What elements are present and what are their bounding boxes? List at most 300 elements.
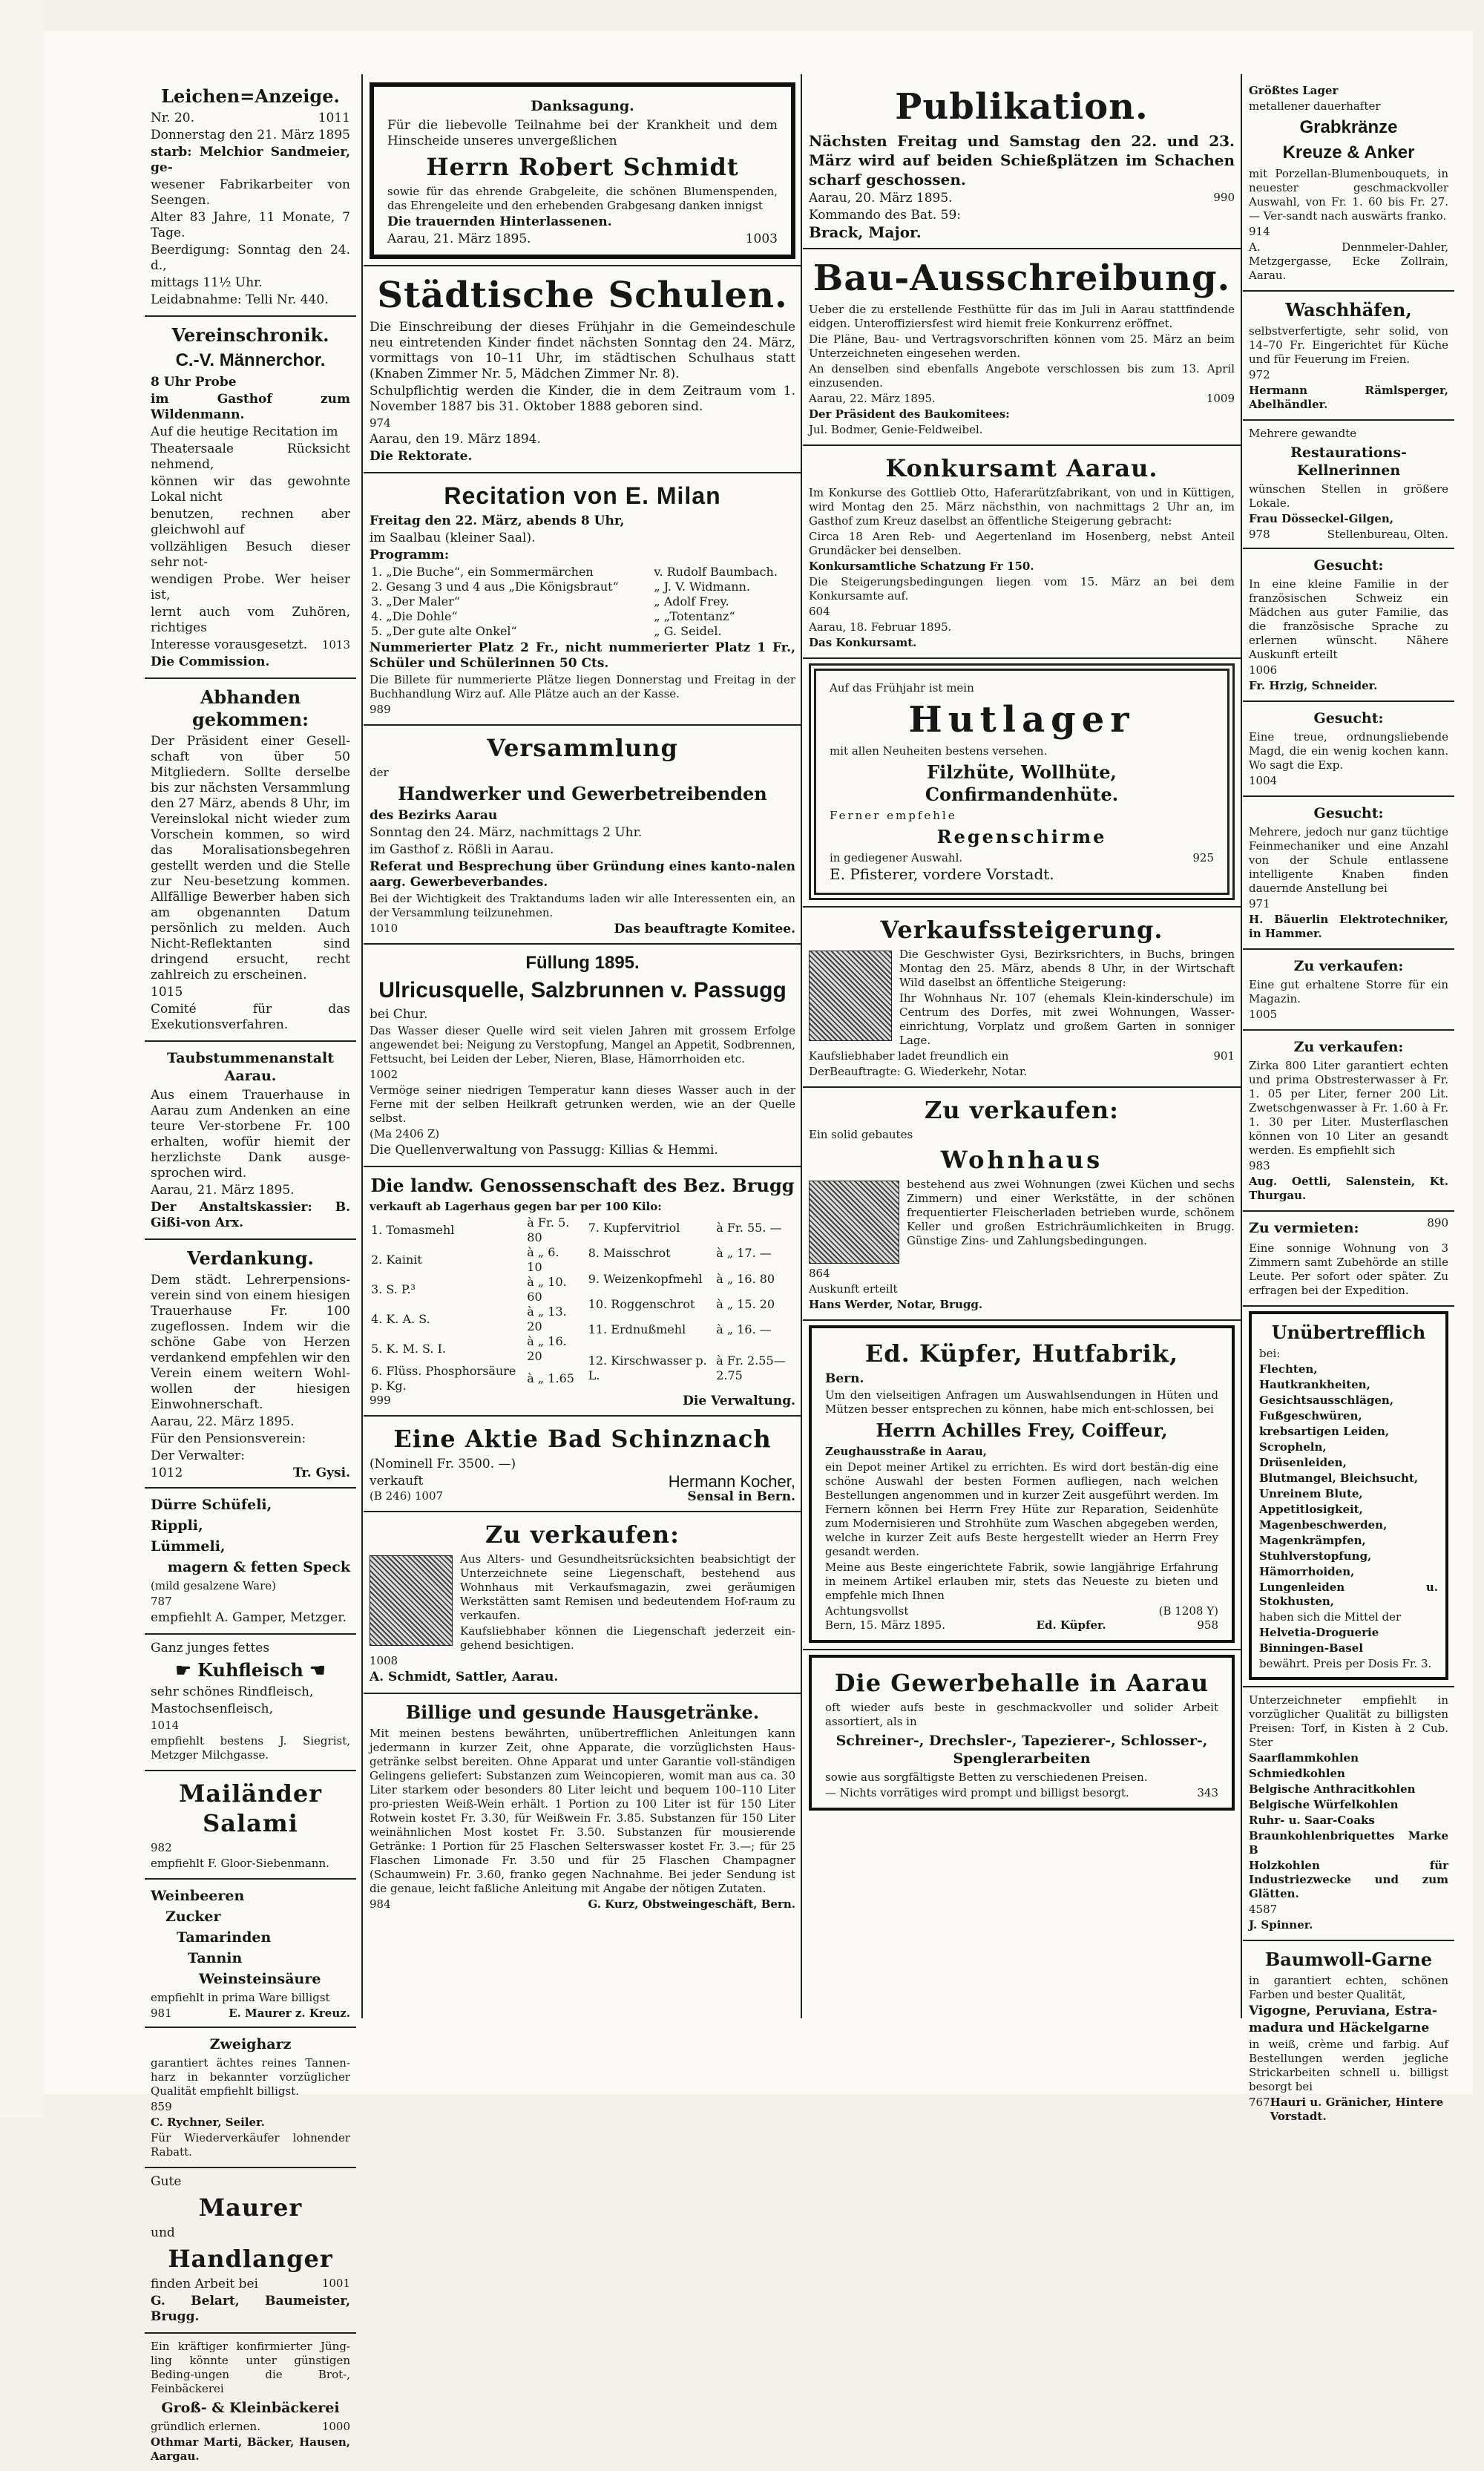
ad-kohlen: [1243, 1687, 1454, 1941]
ad-code: 925: [1192, 851, 1214, 864]
ad-text: Das Wasser dieser Quelle wird seit vielen Jahren mit grossem Erfolge angewendet bei: Neigung zu Verstopfung, Mangel an Appetit, Sodbrennen, Fettsucht, bei Leiden der Leber, Nieren, Blase, Hämorrhoiden etc.: [370, 1024, 795, 1066]
ad-subtitle: bei Chur.: [370, 1007, 428, 1022]
ad-address: Zeughausstraße in Aarau,: [825, 1445, 987, 1458]
ad-title: Recitation von E. Milan: [444, 482, 721, 509]
ad-line: wesener Fabrikarbeiter von Seengen.: [151, 177, 350, 208]
ad-subtitle: C.-V. Männerchor.: [175, 350, 326, 370]
ad-code: 1006: [1249, 663, 1278, 677]
ad-line: Zucker: [165, 1909, 221, 1925]
ad-line: Auf das Frühjahr ist mein: [830, 681, 974, 695]
ad-signature: A. Dennmeler-Dahler, Metzgergasse, Ecke Zollrain, Aarau.: [1249, 240, 1448, 282]
table-row: [370, 1364, 578, 1394]
ad-text: In eine kleine Familie in der französischen Schweiz ein Mädchen aus guter Familie, das die französische Sprache zu erlernen wünscht. Nähere Auskunft erteilt: [1249, 577, 1448, 661]
table-row: [370, 1245, 578, 1275]
ad-code: 990: [1213, 191, 1235, 204]
ad-line: lernt auch vom Zuhören, richtiges: [151, 605, 350, 635]
ad-unuebertrefflich: [1243, 1307, 1454, 1687]
ad-code: 1015: [151, 985, 183, 1000]
ad-signature: DerBeauftragte: G. Wiederkehr, Notar.: [809, 1065, 1028, 1078]
ad-nr: Nr. 20.: [151, 111, 194, 125]
ad-title: Hutlager: [908, 699, 1135, 741]
list-item: madura und Häckelgarne: [1249, 2021, 1430, 2035]
hand-pointing-left-icon: ☚: [309, 1659, 326, 1681]
table-cell: 2. Kainit: [371, 1253, 422, 1267]
table-cell: „ „Totentanz“: [654, 609, 735, 623]
ad-text: Kaufsliebhaber können die Liegenschaft jederzeit ein-gehend besichtigen.: [460, 1624, 795, 1652]
list-item: Lungenleiden u. Stokhusten,: [1259, 1581, 1438, 1608]
ad-title: Die Gewerbehalle in Aarau: [834, 1669, 1209, 1697]
ad-leichen: [145, 78, 356, 317]
table-cell: 1. Tomasmehl: [371, 1223, 455, 1237]
ad-line: Rippli,: [151, 1517, 203, 1534]
table-cell: 5. „Der gute alte Onkel“: [371, 624, 517, 638]
ad-text: Die Billete für nummerierte Plätze liegen Donnerstag und Freitag in der Buchhandlung Wirz auf. Alle Plätze auch an der Kasse.: [370, 673, 795, 700]
house-illustration: [370, 1555, 453, 1646]
ad-waschhaefen: [1243, 292, 1454, 421]
ad-text: Mehrere, jedoch nur ganz tüchtige Feinmechaniker und eine Anzahl von der Schule entlassene intelligente Knaben finden dauernde Anstellung bei: [1249, 825, 1448, 895]
ad-line: Tannin: [188, 1950, 243, 1966]
ad-title: Billige und gesunde Hausgetränke.: [405, 1702, 760, 1723]
ad-ref: (B 246) 1007: [370, 1489, 444, 1503]
table-cell: à „ 16. 80: [716, 1271, 775, 1286]
ad-code: 1001: [321, 2277, 350, 2290]
ad-signature: Die Verwaltung.: [683, 1394, 795, 1408]
ad-signature: empfiehlt bestens J. Siegrist, Metzger Milchgasse.: [151, 1734, 350, 1762]
ad-title: Vereinschronik.: [171, 324, 329, 346]
ad-line: in gediegener Auswahl.: [830, 851, 963, 864]
ad-kellnerinnen: [1243, 421, 1454, 549]
ad-title: Ed. Küpfer, Hutfabrik,: [864, 1339, 1179, 1368]
ad-code: 989: [370, 703, 391, 716]
column-rule: [361, 74, 363, 2018]
table-cell: 5. K. M. S. I.: [371, 1342, 446, 1356]
list-item: Fußgeschwüren,: [1259, 1409, 1362, 1422]
ad-border: [370, 82, 795, 259]
ad-text: Kaufsliebhaber ladet freundlich ein: [809, 1049, 1009, 1063]
ad-text: in weiß, crème und farbig. Auf Bestellungen werden jegliche Strickarbeiten schnell u. billigst besorgt bei: [1249, 2038, 1448, 2093]
ad-signature: Jul. Bodmer, Genie-Feldweibel.: [809, 423, 983, 436]
table-cell: 6. Flüss. Phosphorsäure p. Kg.: [371, 1364, 516, 1393]
ad-text: selbstverfertigte, sehr solid, von 14–70 Fr. Eingerichtet für Küche und für Feuerung im Freien.: [1249, 324, 1448, 366]
ad-text: Bei der Wichtigkeit des Traktandums laden wir alle Interessenten ein, an der Versammlung teilzunehmen.: [370, 892, 795, 919]
ad-date: Aarau, 21. März 1895.: [151, 1183, 295, 1198]
ad-signature: Der Anstaltskassier: B. Gißi-von Arx.: [151, 1200, 350, 1230]
ad-text: haben sich die Mittel der: [1259, 1610, 1402, 1624]
ad-genossenschaft: [364, 1167, 801, 1417]
ad-code: 1000: [321, 2420, 350, 2433]
ad-title: Groß- & Kleinbäckerei: [161, 2400, 340, 2416]
ad-signature: empfiehlt A. Gamper, Metzger.: [151, 1610, 347, 1625]
ad-text: An denselben sind ebenfalls Angebote verschlossen bis zum 13. April einzusenden.: [809, 362, 1235, 390]
ad-signature: Comité für das Exekutionsverfahren.: [151, 1002, 350, 1032]
ad-date: Aarau, 22. März 1895.: [151, 1414, 295, 1429]
table-row: [587, 1292, 795, 1317]
ad-gesucht-2: [1243, 702, 1454, 797]
list-item: Stuhlverstopfung,: [1259, 1549, 1372, 1563]
ad-title: Restaurations-Kellnerinnen: [1290, 444, 1407, 479]
ad-border: [1249, 1311, 1448, 1680]
ad-abhanden: [145, 679, 356, 1042]
table-row: [370, 624, 795, 639]
ad-subtitle: (Nominell Fr. 3500. —): [370, 1457, 516, 1471]
ad-code: 971: [1249, 897, 1270, 910]
ad-code: 1011: [318, 111, 350, 125]
ad-text: Konkursamtliche Schatzung Fr 150.: [809, 559, 1034, 573]
ad-signature: Ed. Küpfer.: [1036, 1618, 1106, 1632]
ad-code: 983: [1249, 1159, 1270, 1172]
list-item: Vigogne, Peruviana, Estra-: [1249, 2004, 1437, 2018]
ad-title: Baumwoll-Garne: [1265, 1949, 1432, 1970]
ad-signature: Brack, Major.: [809, 223, 922, 241]
table-cell: 7. Kupfervitriol: [588, 1221, 680, 1236]
ad-hausgetraenke: [364, 1694, 801, 1917]
ad-taubstummen: [145, 1042, 356, 1240]
table-cell: 4. „Die Dohle“: [371, 609, 458, 623]
ad-line: benutzen, rechnen aber gleichwohl auf: [151, 507, 350, 537]
ad-text: gründlich erlernen.: [151, 2420, 260, 2433]
ad-title: Zu verkaufen:: [485, 1520, 680, 1549]
ad-baumwollgarne: [1243, 1941, 1454, 2130]
ad-line: mittags 11½ Uhr.: [151, 275, 263, 290]
ad-maurer: [145, 2168, 356, 2334]
ad-subtitle: verkauft ab Lagerhaus gegen bar per 100 Kilo:: [370, 1200, 662, 1213]
list-item: Flechten,: [1259, 1362, 1318, 1376]
ad-text: bestehend aus zwei Wohnungen (zwei Küchen und sechs Zimmern) und einer Werkstätte, in der schönen frequentierter Fleischerladen betrieben wurde, schönem Keller und großen Estrichräumlichkeiten in Brugg. Günstige Zins- und Zahlungsbedingungen.: [907, 1178, 1235, 1247]
ad-text: Der Präsident einer Gesell-schaft von über 50 Mitgliedern. Sollte derselbe bis zur nächsten Versammlung den 27 März, abends 8 Uhr, im Vereinslokal nicht wieder zum Vorschein kommen, so wird das Moralisationsbegehren gestellt werden und die Stelle zur Neu-besetzung kommen. Allfällige Bewerber haben sich am obgenannten Datum persönlich zu melden. Auch Nicht-Reflektanten sind dringend ersucht, recht zahlreich zu erscheinen.: [151, 734, 350, 982]
ad-line: Auf die heutige Recitation im: [151, 424, 338, 439]
ad-zu-verkaufen: [364, 1512, 801, 1694]
table-cell: à Fr. 55. —: [716, 1221, 782, 1236]
ad-subtitle: Bern.: [825, 1371, 864, 1386]
ad-verkaufssteigerung: [803, 908, 1241, 1088]
ad-schulen: [364, 266, 801, 473]
ad-line: Leidabnahme: Telli Nr. 440.: [151, 292, 329, 307]
ad-signature: Hans Werder, Notar, Brugg.: [809, 1298, 983, 1311]
ad-title: Leichen=Anzeige.: [161, 85, 340, 107]
ad-price: Nummerierter Platz 2 Fr., nicht nummerierter Platz 1 Fr., Schüler und Schülerinnen 50 Cts.: [370, 640, 795, 671]
ad-signature: empfiehlt F. Gloor-Siebenmann.: [151, 1857, 329, 1870]
ad-line: wendigen Probe. Wer heiser ist,: [151, 572, 350, 603]
ad-code: 864: [809, 1267, 830, 1280]
ad-title: Bau-Ausschreibung.: [812, 257, 1231, 299]
ad-title: Grabkränze: [1299, 117, 1398, 137]
ad-line: [151, 637, 350, 653]
ad-date: Aarau, 20. März 1895.: [809, 191, 953, 206]
ad-line: Dürre Schüfeli,: [151, 1497, 272, 1513]
table-cell: 3. S. P.³: [371, 1282, 416, 1296]
ad-verkaufen-2: [1243, 1031, 1454, 1212]
ad-title: Wohnhaus: [940, 1146, 1103, 1174]
table-cell: à Fr. 2.55—2.75: [716, 1353, 786, 1382]
ad-line: Ein solid gebautes: [809, 1128, 913, 1141]
ad-border: [809, 1655, 1235, 1811]
ad-text: Für die liebevolle Teilnahme bei der Krankheit und dem Hinscheide unseres unvergeßlichen: [387, 118, 778, 148]
table-row: [587, 1342, 795, 1394]
ad-name: Helvetia-Droguerie: [1259, 1626, 1379, 1639]
ad-text: sowie für das ehrende Grabgeleite, die schönen Blumenspenden, das Ehrengeleite und den erhebenden Grabgesang danken innigst: [387, 185, 778, 212]
column-rule: [1241, 74, 1242, 2018]
ad-line: bei:: [1259, 1347, 1281, 1360]
ad-salami: [145, 1771, 356, 1880]
ad-text: Nächsten Freitag und Samstag den 22. und 23. März wird auf beiden Schießplätzen im Schachen scharf geschossen.: [809, 132, 1235, 188]
ad-signature: C. Rychner, Seiler.: [151, 2116, 265, 2129]
ad-code: 1005: [1249, 1008, 1278, 1021]
table-cell: à „ 1.65: [527, 1371, 574, 1385]
table-row: [587, 1317, 795, 1342]
ad-publikation: [803, 78, 1241, 249]
ad-line: und: [151, 2225, 175, 2240]
ad-code: 1013: [321, 638, 350, 652]
ad-signature: Für den Pensionsverein:: [151, 1431, 306, 1446]
ad-subtitle: Programm:: [370, 548, 450, 562]
ad-text: Die Steigerungsbedingungen liegen vom 15. März an bei dem Konkursamte auf.: [809, 575, 1235, 603]
list-item: Magenbeschwerden,: [1259, 1518, 1388, 1532]
ad-line: Mehrere gewandte: [1249, 427, 1357, 440]
table-row: [370, 1215, 578, 1245]
ad-line: Alter 83 Jahre, 11 Monate, 7 Tage.: [151, 210, 350, 240]
ad-text: — Nichts vorrätiges wird prompt und billigst besorgt.: [825, 1786, 1129, 1799]
ad-text: Im Konkurse des Gottlieb Otto, Haferarützfabrikant, von und in Küttigen, wird Montag den 25. März nächsthin, von nachmittags 2 Uhr an, im Gasthof zum Kreuz daselbst an öffentliche Steigerung gebracht:: [809, 486, 1235, 528]
ad-signature: Die Commission.: [151, 654, 270, 669]
ad-signature: Stellenbureau, Olten.: [1327, 528, 1448, 541]
ad-title: Filzhüte, Wollhüte, Confirmandenhüte.: [925, 761, 1119, 805]
table-cell: à „ 15. 20: [716, 1296, 775, 1311]
ad-line: magern & fetten Speck: [167, 1559, 350, 1575]
table-row: [587, 1267, 795, 1292]
ad-code: 1010: [370, 922, 398, 935]
table-cell: v. Rudolf Baumbach.: [654, 565, 778, 579]
ad-date: Aarau, 21. März 1895.: [387, 232, 531, 246]
column-4: [1243, 78, 1454, 2130]
table-cell: à „ 17. —: [716, 1246, 772, 1261]
ad-signature: Die trauernden Hinterlassenen.: [387, 214, 612, 229]
table-cell: 2. Gesang 3 und 4 aus „Die Königsbraut“: [371, 580, 619, 594]
ad-place: im Saalbau (kleiner Saal).: [370, 531, 536, 545]
list-item: Holzkohlen für Industriezwecke und zum Glätten.: [1249, 1859, 1448, 1900]
ad-aktie: [364, 1417, 801, 1512]
ad-grabkraenze: [1243, 78, 1454, 292]
table-cell: à „ 16. 20: [527, 1334, 567, 1363]
ad-date: Aarau, 22. März 1895.: [809, 392, 936, 405]
ad-title: Städtische Schulen.: [377, 275, 788, 316]
ad-code: 1009: [1206, 392, 1235, 405]
list-item: Braunkohlenbriquettes Marke B: [1249, 1829, 1448, 1857]
ad-line: Größtes Lager: [1249, 84, 1339, 97]
ad-signature: Kommando des Bat. 59:: [809, 208, 962, 223]
ad-signature: J. Spinner.: [1249, 1918, 1313, 1932]
table-row: [587, 1215, 795, 1241]
ad-text: Zirka 800 Liter garantiert echten und prima Obstresterwasser à Fr. 1. 05 per Liter, ferner 200 Lit. Zwetschgenwasser à Fr. 1.60 à Fr. 1. 30 per Liter. Musterflaschen können von 10 Liter an gesandt werden. Es empfiehlt sich: [1249, 1059, 1448, 1157]
ad-title: Eine Aktie Bad Schinznach: [393, 1425, 772, 1453]
ad-title: Regenschirme: [936, 826, 1107, 847]
table-cell: à „ 16. —: [716, 1322, 772, 1337]
list-item: Hautkrankheiten,: [1259, 1378, 1370, 1391]
ad-title: Ulricusquelle, Salzbrunnen v. Passugg: [378, 978, 787, 1002]
ad-line: Achtungsvollst: [825, 1604, 909, 1618]
table-cell: 8. Maisschrot: [588, 1246, 671, 1261]
ad-signature: Hermann Rämlsperger, Abelhändler.: [1249, 384, 1448, 411]
ad-title: Zu vermieten:: [1249, 1220, 1359, 1236]
ad-line: metallener dauerhafter: [1249, 99, 1381, 113]
ad-border: [809, 1325, 1235, 1643]
ad-text: Meine aus Beste eingerichtete Fabrik, sowie langjährige Erfahrung in meinem Artikel erlauben mir, stets das Neueste zu bieten und empfehle mich Ihnen: [825, 1561, 1218, 1602]
ad-line: können wir das gewohnte Lokal nicht: [151, 474, 350, 505]
ad-title: Gesucht:: [1313, 805, 1384, 821]
table-cell: 11. Erdnußmehl: [588, 1322, 686, 1337]
table-row: [370, 1334, 578, 1364]
hand-pointing-right-icon: ☛: [175, 1659, 191, 1681]
ad-text: Die Einschreibung der dieses Frühjahr in die Gemeindeschule neu eintretenden Kinder findet nächsten Sonntag den 24. März, vormittags von 10–11 Uhr, im städtischen Schulhaus statt (Knaben Zimmer Nr. 5, Mädchen Zimmer Nr. 8).: [370, 320, 795, 381]
ad-ref: (Ma 2406 Z): [370, 1127, 440, 1141]
table-row: [370, 1305, 578, 1334]
ad-code: 1008: [370, 1654, 398, 1667]
ad-code: 981: [151, 2006, 172, 2020]
house-illustration: [809, 951, 892, 1041]
ad-title: Gesucht:: [1313, 557, 1384, 574]
ad-text: in garantiert echten, schönen Farben und bester Qualität,: [1249, 1974, 1448, 2001]
ad-recitation: [364, 473, 801, 726]
ad-topic: Referat und Besprechung über Gründung eines kanto-nalen aarg. Gewerbeverbandes.: [370, 859, 795, 890]
ad-text: Ein kräftiger konfirmierter Jüng-ling könnte unter günstigen Beding-ungen die Brot-, Feinbäckerei: [151, 2340, 350, 2395]
ad-code: 1014: [151, 1719, 180, 1732]
table-cell: à „ 13. 20: [527, 1305, 567, 1333]
ad-date: Aarau, 18. Februar 1895.: [809, 620, 952, 634]
ad-name: Hermann Kocher,: [668, 1472, 795, 1491]
ad-fuellung: [364, 945, 801, 1167]
ad-line: Weinbeeren: [151, 1888, 245, 1904]
ad-ref: (B 1208 Y): [1158, 1604, 1218, 1618]
ad-code: 859: [151, 2100, 172, 2113]
table-row: [370, 594, 795, 609]
ad-text: Schulpflichtig werden die Kinder, die in dem Zeitraum vom 1. November 1887 bis 31. Oktober 1888 geboren sind.: [370, 384, 795, 414]
ad-line: 8 Uhr Probe: [151, 375, 237, 390]
ad-line: Sensal in Bern.: [687, 1489, 795, 1504]
column-2: [364, 78, 801, 1917]
ad-code: 901: [1213, 1049, 1235, 1063]
list-item: Ruhr- u. Saar-Coaks: [1249, 1814, 1375, 1827]
ad-signature: Der Verwalter:: [151, 1448, 245, 1463]
ad-line: Lümmeli,: [151, 1538, 226, 1555]
ad-code: 999: [370, 1394, 391, 1407]
ad-signature: Das Konkursamt.: [809, 636, 917, 649]
ad-title: Verdankung.: [187, 1247, 314, 1269]
ad-text: Unterzeichneter empfiehlt in vorzüglicher Qualität zu billigsten Preisen: Torf, in Kisten à 2 Cub. Ster: [1249, 1693, 1448, 1749]
ad-signature: H. Bäuerlin Elektrotechniker, in Hammer.: [1249, 913, 1448, 940]
ad-title: Zu verkaufen:: [1293, 958, 1404, 974]
ad-gewerbehalle: [803, 1650, 1241, 1817]
ad-signature: E. Pfisterer, vordere Vorstadt.: [830, 865, 1054, 883]
ad-border: [809, 663, 1235, 900]
ad-date: Aarau, den 19. März 1894.: [370, 432, 541, 447]
ad-title: Verkaufssteigerung.: [880, 916, 1163, 944]
column-1: [145, 78, 356, 2471]
ad-line: Mastochsenfleisch,: [151, 1702, 273, 1716]
ad-line: mit allen Neuheiten bestens versehen.: [830, 744, 1048, 758]
ad-code: 890: [1427, 1216, 1448, 1230]
ad-hutlager: [803, 659, 1241, 908]
ad-date: Bern, 15. März 1895.: [825, 1618, 945, 1632]
ad-text: Eine treue, ordnungsliebende Magd, die ein wenig kochen kann. Wo sagt die Exp.: [1249, 730, 1448, 772]
ad-code: 1012: [151, 1466, 183, 1480]
ad-text: wünschen Stellen in größere Lokale.: [1249, 482, 1448, 510]
table-row: [370, 580, 795, 594]
ad-vereinschronik: [145, 317, 356, 679]
ad-kuhfleisch: [145, 1635, 356, 1771]
ad-bau-ausschreibung: [803, 249, 1241, 446]
table-row: [370, 1275, 578, 1305]
ad-title-text: Kuhfleisch: [197, 1659, 303, 1681]
ad-title: Zu verkaufen:: [1293, 1039, 1404, 1055]
table-cell: 3. „Der Maler“: [371, 594, 461, 608]
ad-text: Circa 18 Aren Reb- und Aegertenland im Hosenberg, nebst Anteil Grundäcker bei denselben.: [809, 530, 1235, 557]
program-table: [370, 565, 795, 639]
table-row: [370, 565, 795, 580]
ad-title: Abhanden gekommen:: [191, 686, 309, 730]
table-cell: à Fr. 5. 80: [527, 1215, 570, 1244]
ad-name: Herrn Achilles Frey, Coiffeur,: [876, 1420, 1168, 1441]
ad-title: Publikation.: [895, 86, 1149, 128]
ad-title: Die landw. Genossenschaft des Bez. Brugg: [370, 1175, 795, 1196]
table-cell: „ G. Seidel.: [654, 624, 722, 638]
ad-signature: Tr. Gysi.: [293, 1466, 350, 1480]
ad-line: Ferner empfehle: [830, 809, 957, 822]
table-cell: 10. Roggenschrot: [588, 1296, 695, 1311]
ad-code: 1002: [370, 1068, 398, 1081]
ad-text: oft wieder aufs beste in geschmackvoller und solider Arbeit assortiert, als in: [825, 1701, 1218, 1728]
list-item: Blutmangel, Bleichsucht,: [1259, 1471, 1419, 1485]
ad-title: Kreuze & Anker: [1282, 142, 1415, 163]
ad-code: 1003: [745, 232, 778, 246]
ad-code: 958: [1197, 1618, 1218, 1632]
ad-text: ein Depot meiner Artikel zu errichten. Es wird dort bestän-dig eine schöne Auswahl der besten Formen aufliegen, nach welchen Bestellungen angenommen und in kurzer Zeit ausgeführt werden. Im Fernern können bei Herrn Frey Hüte zur Reparation, Seidenhüte zum Modernisieren und Strohhüte zum Waschen abgegeben werden, welche in kurzer Zeit aufs Beste hergestellt wieder an Herrn Frey gesandt werden.: [825, 1460, 1218, 1558]
ad-verdankung: [145, 1240, 356, 1489]
ad-text: Mit meinen bestens bewährten, unübertrefflichen Anleitungen kann jedermann in kurzer Zeit, ohne Apparate, die vorzüglichsten Haus-getränke selbst bereiten. Ohne Apparat und unter Garantie voll-ständigen Gelingens geliefert: Substanzen zum Weincopieren, womit man aus ca. 30 Liter starkem oder besonders 80 Liter leicht und bequem 100–110 Liter pro-priesten Weiß-Wein erhält. 1 Portion zu 100 Liter ist für 150 Liter Rotwein kostet Fr. 3.30, für Weißwein Fr. 3.85. Substanzen für 150 Liter weinähnlichen Most kostet Fr. 3.50. Substanzen für mousierende Getränke: 1 Portion für 25 Flaschen Selterswasser kostet Fr. 3.—; für 25 Flaschen Limonade Fr. 3.50 und für 25 Flaschen Champagner (Schaumwein) Fr. 3.60, franko gegen Nachnahme. Bei jeder Sendung ist die genaue, leicht faßliche Anleitung mit Angabe der nötigen Zutaten.: [370, 1727, 795, 1895]
ad-title: Zweigharz: [209, 2036, 292, 2052]
column-3: [803, 78, 1241, 1817]
ad-code: 604: [809, 605, 830, 618]
ad-code: 974: [370, 416, 391, 430]
table-cell: „ Adolf Frey.: [654, 594, 729, 608]
ad-line: starb: Melchior Sandmeier, ge-: [151, 145, 350, 175]
ad-line: Auskunft erteilt: [809, 1282, 898, 1296]
ad-subtitle: des Bezirks Aarau: [370, 808, 498, 823]
house-illustration: [809, 1181, 899, 1264]
ad-text: Aus Alters- und Gesundheitsrücksichten beabsichtigt der Unterzeichnete seine Liegenschaft, bestehend aus Wohnhaus mit Verkaufsmagazin, zwei geräumigen Werkstätten samt Remisen und bedeutendem Hof-raum zu verkaufen.: [460, 1552, 795, 1622]
ad-title: Maurer: [198, 2193, 303, 2222]
ad-lehrling: [145, 2334, 356, 2471]
ad-versammlung: [364, 726, 801, 945]
ad-signature: Othmar Marti, Bäcker, Hausen, Aargau.: [151, 2435, 350, 2463]
ad-kuepfer: [803, 1321, 1241, 1650]
ad-signature: Frau Dösseckel-Gilgen,: [1249, 512, 1393, 525]
ad-signature: A. Schmidt, Sattler, Aarau.: [370, 1670, 559, 1684]
ad-signature: G. Kurz, Obstweingeschäft, Bern.: [588, 1897, 795, 1911]
ad-line: (mild gesalzene Ware): [151, 1579, 276, 1592]
ad-text: Aus einem Trauerhause in Aarau zum Andenken an eine teure Ver-storbene Fr. 100 erhalten, wofür hiemit der herzlichste Dank ausge-sprochen wird.: [151, 1088, 350, 1181]
ad-name: Herrn Robert Schmidt: [426, 153, 739, 181]
ad-text: Ihr Wohnhaus Nr. 107 (ehemals Klein-kinderschule) im Centrum des Dorfes, mit zwei Wohnungen, Wasser-einrichtung, Vorplatz und großem Garten in sonniger Lage.: [899, 991, 1235, 1047]
ad-text: Eine sonnige Wohnung von 3 Zimmern samt Zubehörde an stille Leute. Per sofort oder später. Zu erfragen bei der Expedition.: [1249, 1241, 1448, 1297]
ad-signature: Die Quellenverwaltung von Passugg: Killias & Hemmi.: [370, 1143, 718, 1158]
ad-gesucht-3: [1243, 797, 1454, 950]
table-row: [370, 609, 795, 624]
ad-zweigharz: [145, 2028, 356, 2168]
table-cell: 4. K. A. S.: [371, 1312, 430, 1326]
ad-line: Donnerstag den 21. März 1895: [151, 128, 350, 142]
table-cell: „ J. V. Widmann.: [654, 580, 750, 594]
ad-signature: G. Belart, Baumeister, Brugg.: [151, 2294, 350, 2324]
list-item: krebsartigen Leiden,: [1259, 1425, 1390, 1438]
